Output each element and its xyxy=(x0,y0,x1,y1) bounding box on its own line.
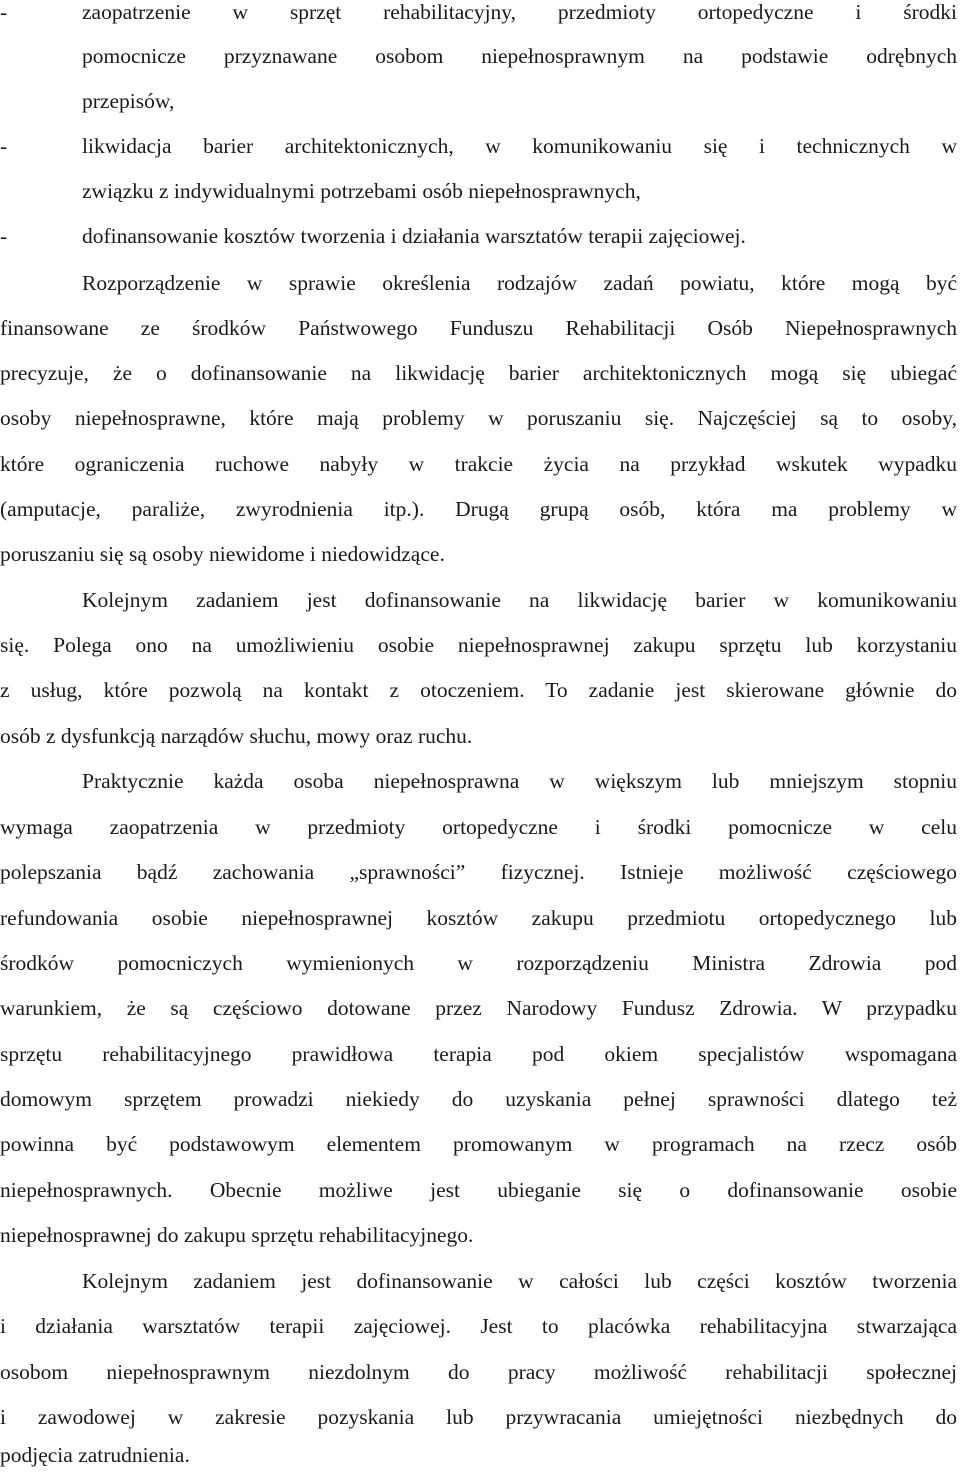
list-item xyxy=(0,124,957,169)
list-item-line: zaopatrzenie w sprzęt rehabilitacyjny, przedmioty ortopedyczne i środki xyxy=(82,0,957,24)
bullet-dash: - xyxy=(0,224,8,248)
paragraph-line: środków pomocniczych wymienionych w rozporządzeniu Ministra Zdrowia pod xyxy=(0,951,957,975)
paragraph-line: Rozporządzenie w sprawie określenia rodzajów zadań powiatu, które mogą być xyxy=(82,271,957,295)
paragraph-line: wymaga zaopatrzenia w przedmioty ortopedyczne i środki pomocnicze w celu xyxy=(0,815,957,839)
paragraph-line: niepełnosprawnych. Obecnie możliwe jest ubieganie się o dofinansowanie osobie xyxy=(0,1178,957,1202)
list-item-line: dofinansowanie kosztów tworzenia i działania warsztatów terapii zajęciowej. xyxy=(82,224,746,248)
paragraph-line: refundowania osobie niepełnosprawnej kosztów zakupu przedmiotu ortopedycznego lub xyxy=(0,906,957,930)
paragraph-line: osób z dysfunkcją narządów słuchu, mowy oraz ruchu. xyxy=(0,724,473,748)
paragraph-line: podjęcia zatrudnienia. xyxy=(0,1443,190,1467)
list-item xyxy=(0,214,957,259)
paragraph-line: (amputacje, paraliże, zwyrodnienia itp.). Drugą grupą osób, która ma problemy w xyxy=(0,497,957,521)
paragraph-line: powinna być podstawowym elementem promowanym w programach na rzecz osób xyxy=(0,1132,957,1156)
paragraph-line: Kolejnym zadaniem jest dofinansowanie w całości lub części kosztów tworzenia xyxy=(82,1269,957,1293)
paragraph-line: warunkiem, że są częściowo dotowane przez Narodowy Fundusz Zdrowia. W przypadku xyxy=(0,996,957,1020)
paragraph-line: Kolejnym zadaniem jest dofinansowanie na likwidację barier w komunikowaniu xyxy=(82,588,957,612)
paragraph-line: i zawodowej w zakresie pozyskania lub przywracania umiejętności niezbędnych do xyxy=(0,1405,957,1429)
paragraph-line: się. Polega ono na umożliwieniu osobie niepełnosprawnej zakupu sprzętu lub korzystaniu xyxy=(0,633,957,657)
paragraph-line: Praktycznie każda osoba niepełnosprawna w większym lub mniejszym stopniu xyxy=(82,769,957,793)
paragraph-line: które ograniczenia ruchowe nabyły w trakcie życia na przykład wskutek wypadku xyxy=(0,452,957,476)
paragraph-line: finansowane ze środków Państwowego Funduszu Rehabilitacji Osób Niepełnosprawnych xyxy=(0,316,957,340)
list-item-line: pomocnicze przyznawane osobom niepełnosprawnym na podstawie odrębnych xyxy=(82,44,957,68)
list-item-line: likwidacja barier architektonicznych, w komunikowaniu się i technicznych w xyxy=(82,134,957,158)
paragraph-line: z usług, które pozwolą na kontakt z otoczeniem. To zadanie jest skierowane głównie do xyxy=(0,678,957,702)
bullet-dash: - xyxy=(0,134,8,158)
paragraph-line: domowym sprzętem prowadzi niekiedy do uzyskania pełnej sprawności dlatego też xyxy=(0,1087,957,1111)
list-item-line: związku z indywidualnymi potrzebami osób niepełnosprawnych, xyxy=(82,179,641,203)
paragraph-line: osobom niepełnosprawnym niezdolnym do pracy możliwość rehabilitacji społecznej xyxy=(0,1360,957,1384)
paragraph-line: osoby niepełnosprawne, które mają problemy w poruszaniu się. Najczęściej są to osoby, xyxy=(0,406,957,430)
paragraph-line: poruszaniu się są osoby niewidome i niedowidzące. xyxy=(0,542,445,566)
paragraph-line: niepełnosprawnej do zakupu sprzętu rehabilitacyjnego. xyxy=(0,1223,474,1247)
paragraph-line: polepszania bądź zachowania „sprawności” fizycznej. Istnieje możliwość częściowego xyxy=(0,860,957,884)
paragraph-line: i działania warsztatów terapii zajęciowej. Jest to placówka rehabilitacyjna stwarzająca xyxy=(0,1314,957,1338)
list-item-line: przepisów, xyxy=(82,89,175,113)
bullet-dash: - xyxy=(0,0,8,24)
list-item xyxy=(0,0,957,35)
paragraph-line: precyzuje, że o dofinansowanie na likwidację barier architektonicznych mogą się ubiegać xyxy=(0,361,957,385)
paragraph-line: sprzętu rehabilitacyjnego prawidłowa terapia pod okiem specjalistów wspomagana xyxy=(0,1042,957,1066)
